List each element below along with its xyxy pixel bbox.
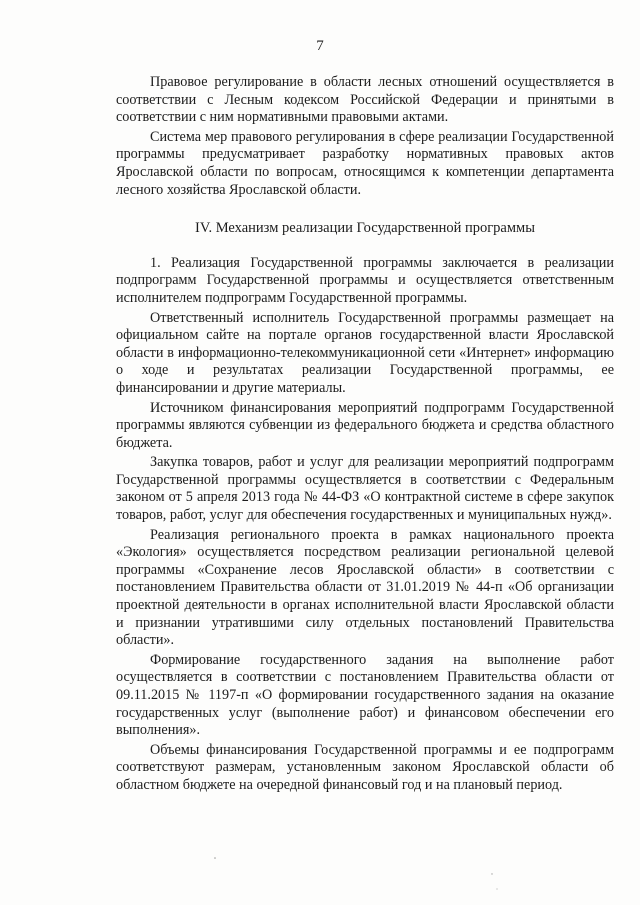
- paragraph-procurement: Закупка товаров, работ и услуг для реализации мероприятий подпрограмм Государственной программы осуществляется в соответствии с Федеральным законом от 5 апреля 2013 года № 44-ФЗ «О контрактной системе в сфере закупок товаров, работ, услуг для обеспечения государственных и муниципальных нужд».: [116, 454, 614, 524]
- paragraph-regional-project: Реализация регионального проекта в рамках национального проекта «Экология» осуществляется посредством реализации региональной целевой программы «Сохранение лесов Ярославской области» в соответствии с постановлением Правительства области от 31.01.2019 № 44-п «Об организации проектной деятельности в органах исполнительной власти Ярославской области и признании утратившими силу отдельных постановлений Правительства области».: [116, 526, 614, 649]
- scan-speck: [496, 888, 497, 889]
- paragraph-funding-sources: Источником финансирования мероприятий подпрограмм Государственной программы являются субвенции из федерального бюджета и средства областного бюджета.: [116, 399, 614, 451]
- paragraph-state-assignment: Формирование государственного задания на выполнение работ осуществляется в соответствии с постановлением Правительства области от 09.11.2015 № 1197-п «О формировании государственного задания на оказание государственных услуг (выполнение работ) и финансовом обеспечении его выполнения».: [116, 651, 614, 739]
- paragraph-legal-regulation: Правовое регулирование в области лесных отношений осуществляется в соответствии с Лесным кодексом Российской Федерации и принятыми в соответствии с ним нормативными правовыми актами.: [116, 74, 614, 126]
- scan-speck: [491, 873, 492, 874]
- paragraph-implementation: 1. Реализация Государственной программы заключается в реализации подпрограмм Государственной программы и осуществляется ответственным исполнителем подпрограмм Государственной программы.: [116, 254, 614, 306]
- paragraph-responsible-executor: Ответственный исполнитель Государственной программы размещает на официальном сайте на портале органов государственной власти Ярославской области в информационно-телекоммуникационной сети «Интернет» информацию о ходе и результатах реализации Государственной программы, ее финансировании и другие материалы.: [116, 309, 614, 396]
- paragraph-funding-volumes: Объемы финансирования Государственной программы и ее подпрограмм соответствуют размерам, установленным законом Ярославской области об областном бюджете на очередной финансовый год и на плановый период.: [116, 741, 614, 793]
- paragraph-regulation-system: Система мер правового регулирования в сфере реализации Государственной программы предусматривает разработку нормативных правовых актов Ярославской области по вопросам, относящимся к компетенции департамента лесного хозяйства Ярославской области.: [116, 128, 614, 198]
- scan-speck: [214, 857, 216, 859]
- page-number: 7: [316, 38, 324, 54]
- section-heading: IV. Механизм реализации Государственной программы: [195, 220, 535, 237]
